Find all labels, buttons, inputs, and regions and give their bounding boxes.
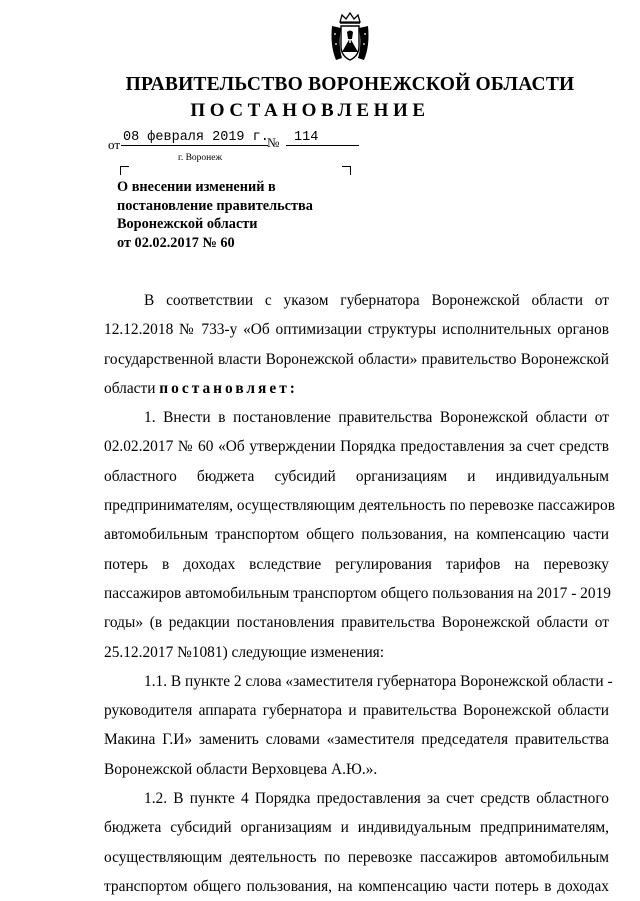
document-type-title: ПОСТАНОВЛЕНИЕ (190, 100, 430, 121)
body-line: Макина Г.И» заменить словами «заместителя председателя правительства (104, 731, 609, 749)
body-line: государственной власти Воронежской области» правительство Воронежской (104, 350, 609, 368)
subject-line: Воронежской области (117, 216, 258, 232)
resolution-keyword: постановляет: (159, 379, 298, 397)
body-line: потерь в доходах вследствие регулирования тарифов на перевозку (104, 555, 609, 573)
subject-line: постановление правительства (117, 197, 313, 214)
document-number: 114 (286, 130, 359, 146)
body-line: осуществляющим деятельность по перевозке пассажиров автомобильным (104, 848, 609, 866)
body-line: пассажиров автомобильным транспортом общего пользования на 2017 - 2019 (104, 584, 611, 602)
body-line: 12.12.2018 № 733-у «Об оптимизации структуры исполнительных органов (104, 321, 609, 339)
body-line: В соответствии с указом губернатора Воронежской области от (144, 292, 609, 309)
document-meta (108, 130, 368, 156)
body-line: 02.02.2017 № 60 «Об утверждении Порядка предоставления за счет средств (104, 438, 609, 456)
body-line: автомобильным транспортом общего пользования, на компенсацию части (104, 526, 609, 544)
document-date: 08 февраля 2019 г. (123, 130, 269, 145)
body-line: предпринимателям, осуществляющим деятельность по перевозке пассажиров (104, 497, 615, 515)
subject-bracket-left (120, 166, 129, 175)
body-line: Воронежской области Верховцева А.Ю.». (104, 760, 378, 778)
body-line (104, 374, 609, 403)
body-line: 1.1. В пункте 2 слова «заместителя губернатора Воронежской области - (144, 672, 613, 690)
coat-of-arms-icon (328, 12, 372, 64)
body-line: областного бюджета субсидий организациям и индивидуальным (104, 467, 609, 485)
subject-line: от 02.02.2017 № 60 (117, 234, 235, 251)
body-line: 1. Внести в постановление правительства Воронежской области от (144, 409, 609, 427)
government-title: ПРАВИТЕЛЬСТВО ВОРОНЕЖСКОЙ ОБЛАСТИ (125, 74, 575, 95)
document-body (104, 286, 615, 901)
document-city: г. Воронеж (178, 153, 223, 163)
date-prefix-label: от (108, 137, 121, 152)
body-line: транспортом общего пользования, на компенсацию части потерь в доходах (104, 877, 609, 895)
number-label: № (267, 135, 280, 150)
body-text-fragment: области (104, 379, 160, 397)
body-line: 1.2. В пункте 4 Порядка предоставления за счет средств областного (144, 790, 609, 808)
subject-line: О внесении изменений в (117, 179, 276, 195)
body-line: годы» (в редакции постановления правительства Воронежской области от (104, 614, 609, 632)
document-subject (117, 178, 357, 252)
body-line: бюджета субсидий организациям и индивидуальным предпринимателям, (104, 819, 609, 837)
subject-bracket-right (342, 166, 351, 175)
body-line: руководителя аппарата губернатора и правительства Воронежской области (104, 702, 609, 720)
body-line: 25.12.2017 №1081) следующие изменения: (104, 643, 385, 661)
